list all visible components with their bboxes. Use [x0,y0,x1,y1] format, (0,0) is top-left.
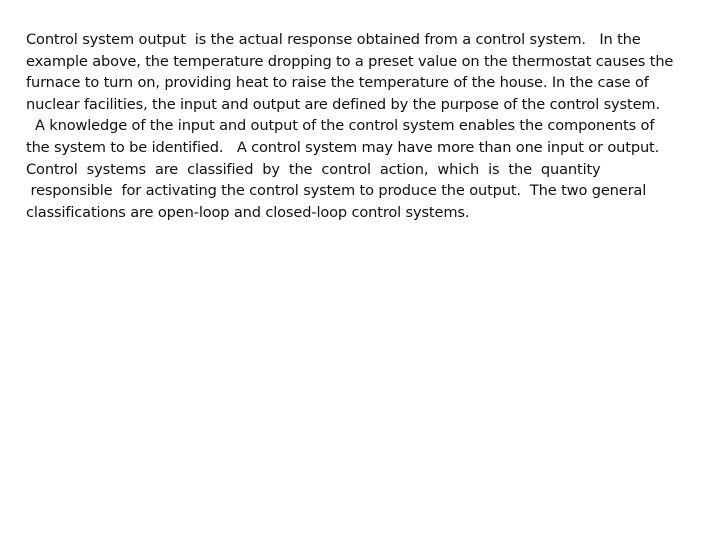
text-line: A knowledge of the input and output of the control system enables the components of [26,117,655,135]
text-line: responsible for activating the control system to produce the output. The two general [26,182,647,200]
body-text [26,29,706,223]
text-line: example above, the temperature dropping to a preset value on the thermostat causes the [26,52,674,70]
text-line: furnace to turn on, providing heat to raise the temperature of the house. In the case of [26,74,649,92]
text-line: Control systems are classified by the control action, which is the quantity [26,160,601,178]
text-line: the system to be identified. A control system may have more than one input or output. [26,138,660,156]
text-line: nuclear facilities, the input and output are defined by the purpose of the control system. [26,95,660,113]
text-line: Control system output is the actual response obtained from a control system. In the [26,31,641,48]
text-line: classifications are open-loop and closed-loop control systems. [26,203,470,221]
